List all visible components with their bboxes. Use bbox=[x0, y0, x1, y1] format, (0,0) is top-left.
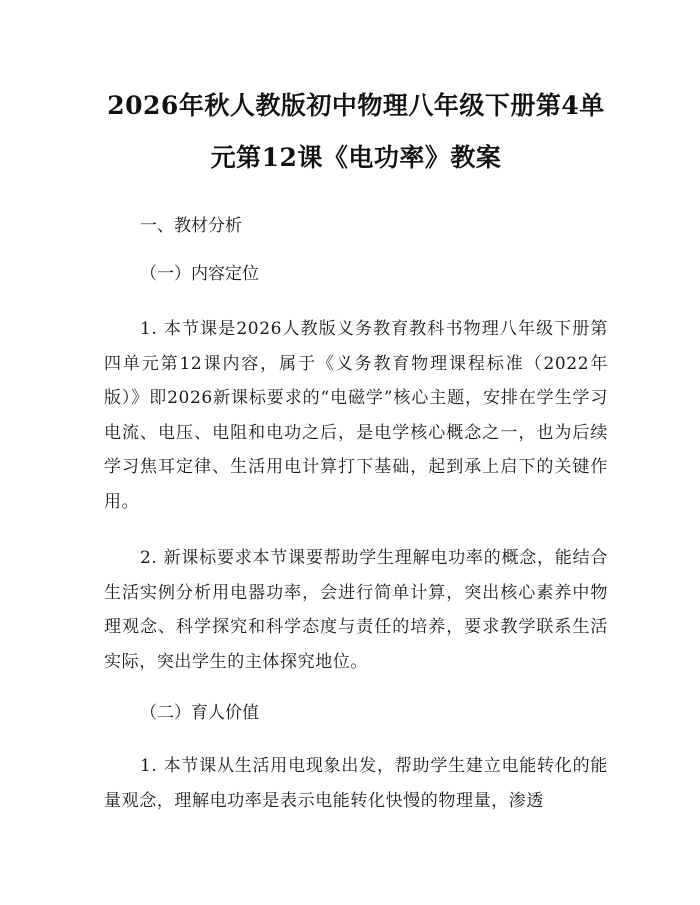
subsection-heading-content-positioning: （一）内容定位 bbox=[140, 264, 259, 284]
paragraph-1: 1. 本节课是2026人教版义务教育教科书物理八年级下册第四单元第12课内容，属于《义务教育物理课程标准（2022年版）》即2026新课标要求的“电磁学”核心主题，安排在学生学习电流、电压、电阻和电功之后，是电学核心概念之一，也为后续学习焦耳定律、生活用电计算打下基础，起到承上启下的关键作用。 bbox=[104, 319, 608, 512]
paragraph-2: 2. 新课标要求本节课要帮助学生理解电功率的概念，能结合生活实例分析用电器功率，会进行简单计算，突出核心素养中物理观念、科学探究和科学态度与责任的培养，要求教学联系生活实际，突出学生的主体探究地位。 bbox=[104, 548, 608, 672]
paragraph-3: 1. 本节课从生活用电现象出发，帮助学生建立电能转化的能量观念，理解电功率是表示电能转化快慢的物理量，渗透 bbox=[104, 756, 608, 811]
subsection-heading-educational-value: （二）育人价值 bbox=[140, 703, 259, 723]
document-title bbox=[104, 80, 608, 184]
title-line-1: 2026年秋人教版初中物理八年级下册第4单 bbox=[107, 91, 605, 120]
section-heading-textbook-analysis: 一、教材分析 bbox=[140, 216, 242, 236]
title-line-2: 元第12课《电功率》教案 bbox=[210, 143, 502, 172]
